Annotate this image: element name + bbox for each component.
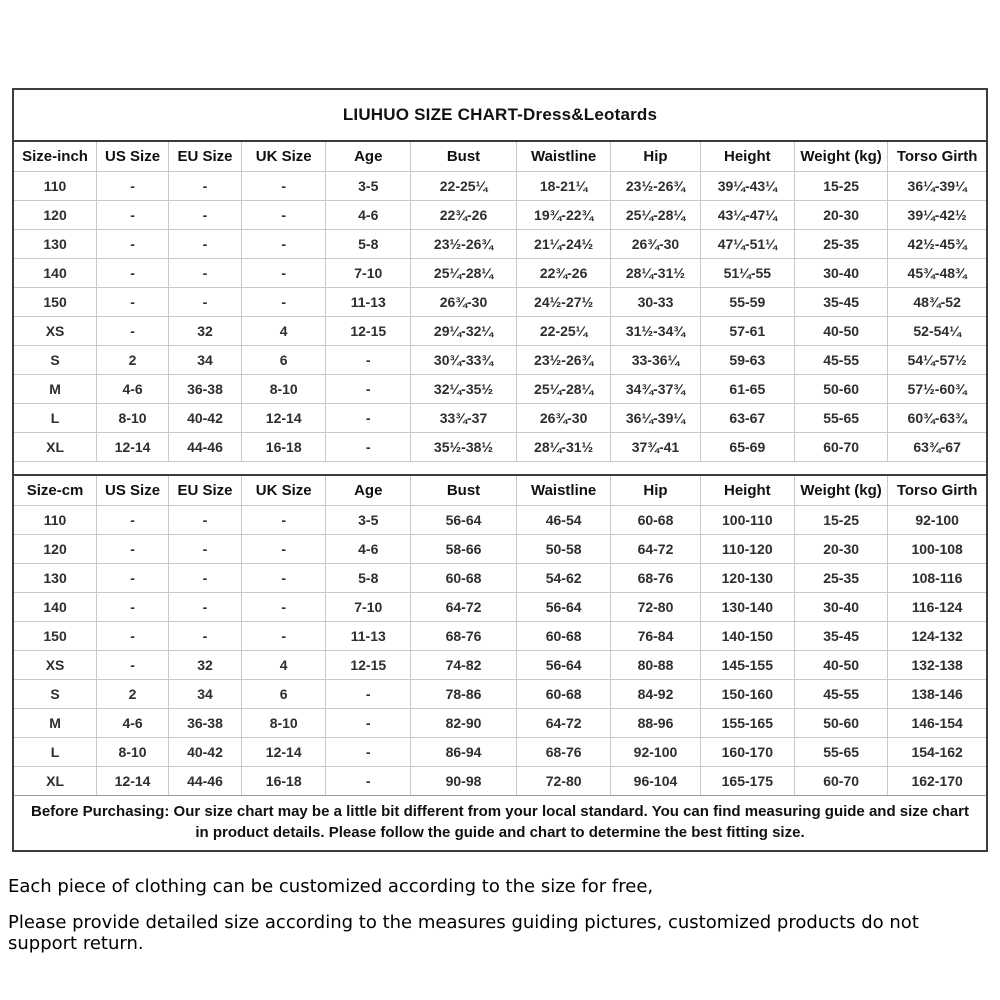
column-header: EU Size xyxy=(169,142,242,172)
size-cell: 46-54 xyxy=(516,506,610,535)
size-cell: 39¼-43¼ xyxy=(700,172,794,201)
column-header: Height xyxy=(700,142,794,172)
column-header: US Size xyxy=(97,142,169,172)
size-cell: 140 xyxy=(14,259,97,288)
size-cell: 44-46 xyxy=(169,433,242,462)
table-row xyxy=(14,622,986,651)
size-cell: 108-116 xyxy=(888,564,986,593)
size-cell: - xyxy=(169,535,242,564)
size-cell: 55-65 xyxy=(794,404,887,433)
size-cell: 65-69 xyxy=(700,433,794,462)
size-cell: 130 xyxy=(14,564,97,593)
column-header: Torso Girth xyxy=(888,142,986,172)
table-row xyxy=(14,201,986,230)
size-cell: 25-35 xyxy=(794,230,887,259)
size-cell: 23½-26¾ xyxy=(516,346,610,375)
size-cell: 84-92 xyxy=(611,680,700,709)
size-cell: - xyxy=(169,593,242,622)
size-cell: 61-65 xyxy=(700,375,794,404)
size-cell: 22¾-26 xyxy=(516,259,610,288)
size-cell: 8-10 xyxy=(241,375,326,404)
size-cell: 21¼-24½ xyxy=(516,230,610,259)
size-cell: 11-13 xyxy=(326,288,411,317)
size-cell: 120-130 xyxy=(700,564,794,593)
size-cell: - xyxy=(97,593,169,622)
size-cell: 3-5 xyxy=(326,172,411,201)
size-cell: 25¼-28¼ xyxy=(516,375,610,404)
size-cell: M xyxy=(14,709,97,738)
size-cell: 4 xyxy=(241,651,326,680)
size-cell: - xyxy=(97,230,169,259)
size-cell: 34 xyxy=(169,680,242,709)
chart-title: LIUHUO SIZE CHART-Dress&Leotards xyxy=(14,90,986,142)
table-row xyxy=(14,709,986,738)
size-cell: 90-98 xyxy=(411,767,517,796)
size-cell: L xyxy=(14,404,97,433)
table-row xyxy=(14,593,986,622)
size-cell: - xyxy=(97,259,169,288)
size-cell: 74-82 xyxy=(411,651,517,680)
size-cell: 110-120 xyxy=(700,535,794,564)
size-cell: 3-5 xyxy=(326,506,411,535)
size-cell: - xyxy=(241,506,326,535)
table-row xyxy=(14,288,986,317)
header-row xyxy=(14,476,986,506)
size-cell: 28¼-31½ xyxy=(611,259,700,288)
size-cell: 140-150 xyxy=(700,622,794,651)
size-cell: 12-15 xyxy=(326,317,411,346)
size-cell: 43¼-47¼ xyxy=(700,201,794,230)
size-cell: 58-66 xyxy=(411,535,517,564)
size-cell: 57-61 xyxy=(700,317,794,346)
size-cell: - xyxy=(326,433,411,462)
size-cell: 55-59 xyxy=(700,288,794,317)
size-chart-box xyxy=(12,88,988,852)
size-cell: XL xyxy=(14,767,97,796)
size-cell: 60-68 xyxy=(611,506,700,535)
size-cell: 36-38 xyxy=(169,709,242,738)
table-row xyxy=(14,738,986,767)
size-cell: 2 xyxy=(97,346,169,375)
size-cell: 30-33 xyxy=(611,288,700,317)
size-cell: 4-6 xyxy=(326,535,411,564)
column-header: Bust xyxy=(411,142,517,172)
size-cell: 7-10 xyxy=(326,593,411,622)
table-row xyxy=(14,651,986,680)
size-cell: 23½-26¾ xyxy=(411,230,517,259)
column-header: EU Size xyxy=(169,476,242,506)
size-cell: 60-68 xyxy=(411,564,517,593)
size-cell: 26¾-30 xyxy=(411,288,517,317)
size-cell: 45-55 xyxy=(794,346,887,375)
size-cell: - xyxy=(169,506,242,535)
size-cell: 45-55 xyxy=(794,680,887,709)
size-table-inch xyxy=(14,142,986,461)
size-cell: - xyxy=(241,201,326,230)
size-cell: 124-132 xyxy=(888,622,986,651)
size-cell: 40-50 xyxy=(794,317,887,346)
size-cell: 44-46 xyxy=(169,767,242,796)
size-cell: 155-165 xyxy=(700,709,794,738)
size-cell: 60¾-63¾ xyxy=(888,404,986,433)
size-cell: 29¼-32¼ xyxy=(411,317,517,346)
size-cell: 32¼-35½ xyxy=(411,375,517,404)
size-cell: 162-170 xyxy=(888,767,986,796)
size-cell: 35½-38½ xyxy=(411,433,517,462)
size-cell: 12-14 xyxy=(241,738,326,767)
size-cell: 8-10 xyxy=(241,709,326,738)
size-cell: - xyxy=(241,622,326,651)
size-cell: 12-15 xyxy=(326,651,411,680)
table-row xyxy=(14,230,986,259)
size-cell: 8-10 xyxy=(97,738,169,767)
size-cell: 2 xyxy=(97,680,169,709)
size-cell: - xyxy=(169,259,242,288)
size-cell: 45¾-48¾ xyxy=(888,259,986,288)
size-cell: 31½-34¾ xyxy=(611,317,700,346)
table-row xyxy=(14,375,986,404)
size-cell: 25-35 xyxy=(794,564,887,593)
size-cell: - xyxy=(169,201,242,230)
size-cell: - xyxy=(97,506,169,535)
size-cell: 116-124 xyxy=(888,593,986,622)
table-row xyxy=(14,317,986,346)
size-cell: 132-138 xyxy=(888,651,986,680)
size-cell: 145-155 xyxy=(700,651,794,680)
size-cell: 60-70 xyxy=(794,767,887,796)
size-cell: 146-154 xyxy=(888,709,986,738)
size-cell: 36-38 xyxy=(169,375,242,404)
column-header: Hip xyxy=(611,142,700,172)
size-cell: - xyxy=(241,259,326,288)
size-cell: 51¼-55 xyxy=(700,259,794,288)
size-cell: 18-21¼ xyxy=(516,172,610,201)
size-cell: S xyxy=(14,346,97,375)
size-cell: 33-36¼ xyxy=(611,346,700,375)
size-cell: 6 xyxy=(241,346,326,375)
size-cell: - xyxy=(326,709,411,738)
size-cell: 25¼-28¼ xyxy=(411,259,517,288)
size-table-cm xyxy=(14,476,986,795)
size-cell: 19¾-22¾ xyxy=(516,201,610,230)
column-header: Age xyxy=(326,142,411,172)
size-cell: 16-18 xyxy=(241,433,326,462)
size-cell: 16-18 xyxy=(241,767,326,796)
size-cell: 76-84 xyxy=(611,622,700,651)
table-row xyxy=(14,506,986,535)
table-row xyxy=(14,433,986,462)
size-cell: 63-67 xyxy=(700,404,794,433)
size-cell: 64-72 xyxy=(611,535,700,564)
size-cell: 150-160 xyxy=(700,680,794,709)
size-cell: 25¼-28¼ xyxy=(611,201,700,230)
size-cell: 6 xyxy=(241,680,326,709)
size-cell: 120 xyxy=(14,201,97,230)
size-cell: 160-170 xyxy=(700,738,794,767)
size-cell: 36¼-39¼ xyxy=(611,404,700,433)
size-cell: 30¾-33¾ xyxy=(411,346,517,375)
size-cell: 88-96 xyxy=(611,709,700,738)
size-cell: 23½-26¾ xyxy=(611,172,700,201)
size-cell: 28¼-31½ xyxy=(516,433,610,462)
customization-notes xyxy=(8,876,992,954)
size-cell: 12-14 xyxy=(97,767,169,796)
size-cell: 110 xyxy=(14,172,97,201)
size-cell: - xyxy=(326,680,411,709)
size-cell: XS xyxy=(14,317,97,346)
size-cell: 35-45 xyxy=(794,288,887,317)
size-cell: 40-50 xyxy=(794,651,887,680)
size-cell: 54¼-57½ xyxy=(888,346,986,375)
size-cell: 100-110 xyxy=(700,506,794,535)
size-cell: 22-25¼ xyxy=(411,172,517,201)
size-cell: 40-42 xyxy=(169,404,242,433)
size-cell: 92-100 xyxy=(888,506,986,535)
size-cell: - xyxy=(97,317,169,346)
size-cell: 26¾-30 xyxy=(516,404,610,433)
column-header: Torso Girth xyxy=(888,476,986,506)
size-cell: 8-10 xyxy=(97,404,169,433)
size-cell: - xyxy=(169,564,242,593)
size-cell: 7-10 xyxy=(326,259,411,288)
purchase-note: Before Purchasing: Our size chart may be a little bit different from your local standard. You can find measuring guide and size chart in product details. Please follow the guide and chart to determine the best fitting size. xyxy=(14,795,986,850)
size-cell: - xyxy=(241,172,326,201)
size-cell: XL xyxy=(14,433,97,462)
size-cell: 36¼-39¼ xyxy=(888,172,986,201)
size-cell: - xyxy=(326,346,411,375)
column-header: Height xyxy=(700,476,794,506)
column-header: Weight (kg) xyxy=(794,476,887,506)
table-gap-divider xyxy=(14,461,986,476)
column-header: UK Size xyxy=(241,142,326,172)
size-cell: 72-80 xyxy=(611,593,700,622)
size-cell: 32 xyxy=(169,651,242,680)
size-cell: 68-76 xyxy=(516,738,610,767)
size-cell: - xyxy=(97,651,169,680)
table-row xyxy=(14,404,986,433)
size-cell: 55-65 xyxy=(794,738,887,767)
size-cell: 63¾-67 xyxy=(888,433,986,462)
size-cell: 60-70 xyxy=(794,433,887,462)
size-cell: - xyxy=(97,535,169,564)
size-cell: - xyxy=(241,593,326,622)
size-cell: 110 xyxy=(14,506,97,535)
size-cell: 20-30 xyxy=(794,201,887,230)
size-cell: - xyxy=(241,564,326,593)
size-cell: XS xyxy=(14,651,97,680)
size-cell: 54-62 xyxy=(516,564,610,593)
column-header: UK Size xyxy=(241,476,326,506)
size-cell: - xyxy=(97,288,169,317)
size-cell: 40-42 xyxy=(169,738,242,767)
size-cell: 100-108 xyxy=(888,535,986,564)
size-cell: 68-76 xyxy=(411,622,517,651)
size-cell: 26¾-30 xyxy=(611,230,700,259)
column-header: US Size xyxy=(97,476,169,506)
column-header: Hip xyxy=(611,476,700,506)
size-cell: 86-94 xyxy=(411,738,517,767)
size-cell: 96-104 xyxy=(611,767,700,796)
column-header: Waistline xyxy=(516,142,610,172)
column-header: Age xyxy=(326,476,411,506)
size-cell: 34¾-37¾ xyxy=(611,375,700,404)
column-header: Bust xyxy=(411,476,517,506)
size-cell: - xyxy=(169,622,242,651)
size-cell: 30-40 xyxy=(794,593,887,622)
size-cell: 50-60 xyxy=(794,709,887,738)
size-cell: 42½-45¾ xyxy=(888,230,986,259)
size-cell: 72-80 xyxy=(516,767,610,796)
size-cell: 64-72 xyxy=(411,593,517,622)
size-cell: - xyxy=(169,288,242,317)
size-cell: 82-90 xyxy=(411,709,517,738)
size-cell: M xyxy=(14,375,97,404)
size-cell: 92-100 xyxy=(611,738,700,767)
size-cell: 130-140 xyxy=(700,593,794,622)
size-cell: - xyxy=(241,230,326,259)
size-cell: 78-86 xyxy=(411,680,517,709)
size-cell: 130 xyxy=(14,230,97,259)
size-cell: 4-6 xyxy=(97,709,169,738)
table-row xyxy=(14,767,986,796)
column-header: Weight (kg) xyxy=(794,142,887,172)
size-cell: 140 xyxy=(14,593,97,622)
size-cell: 11-13 xyxy=(326,622,411,651)
table-row xyxy=(14,346,986,375)
size-cell: - xyxy=(97,564,169,593)
size-cell: 5-8 xyxy=(326,564,411,593)
size-cell: 12-14 xyxy=(241,404,326,433)
size-cell: 59-63 xyxy=(700,346,794,375)
size-cell: 4-6 xyxy=(97,375,169,404)
size-cell: 22¾-26 xyxy=(411,201,517,230)
size-cell: - xyxy=(169,230,242,259)
size-cell: 34 xyxy=(169,346,242,375)
table-row xyxy=(14,564,986,593)
size-cell: 138-146 xyxy=(888,680,986,709)
size-cell: 165-175 xyxy=(700,767,794,796)
size-cell: - xyxy=(326,738,411,767)
size-cell: 39¼-42½ xyxy=(888,201,986,230)
customization-note-line-2: Please provide detailed size according to the measures guiding pictures, customized products do not support return. xyxy=(8,912,919,954)
size-cell: 32 xyxy=(169,317,242,346)
table-row xyxy=(14,172,986,201)
size-cell: 22-25¼ xyxy=(516,317,610,346)
size-cell: 48¾-52 xyxy=(888,288,986,317)
size-cell: 56-64 xyxy=(411,506,517,535)
size-cell: - xyxy=(97,201,169,230)
size-cell: 24½-27½ xyxy=(516,288,610,317)
table-row xyxy=(14,535,986,564)
size-cell: 15-25 xyxy=(794,506,887,535)
size-cell: L xyxy=(14,738,97,767)
size-cell: - xyxy=(97,622,169,651)
size-cell: 52-54¼ xyxy=(888,317,986,346)
size-cell: 15-25 xyxy=(794,172,887,201)
column-header: Size-cm xyxy=(14,476,97,506)
size-cell: 30-40 xyxy=(794,259,887,288)
size-cell: - xyxy=(326,375,411,404)
size-cell: 35-45 xyxy=(794,622,887,651)
size-cell: 68-76 xyxy=(611,564,700,593)
size-cell: 12-14 xyxy=(97,433,169,462)
size-cell: 57½-60¾ xyxy=(888,375,986,404)
size-cell: S xyxy=(14,680,97,709)
size-cell: 4 xyxy=(241,317,326,346)
size-cell: 154-162 xyxy=(888,738,986,767)
column-header: Waistline xyxy=(516,476,610,506)
size-cell: 37¾-41 xyxy=(611,433,700,462)
size-cell: - xyxy=(241,535,326,564)
size-cell: 4-6 xyxy=(326,201,411,230)
size-cell: 150 xyxy=(14,622,97,651)
column-header: Size-inch xyxy=(14,142,97,172)
table-row xyxy=(14,680,986,709)
size-cell: 60-68 xyxy=(516,622,610,651)
size-cell: 50-60 xyxy=(794,375,887,404)
size-cell: 120 xyxy=(14,535,97,564)
size-cell: 150 xyxy=(14,288,97,317)
size-cell: - xyxy=(326,404,411,433)
header-row xyxy=(14,142,986,172)
size-cell: - xyxy=(97,172,169,201)
size-cell: - xyxy=(241,288,326,317)
size-cell: 20-30 xyxy=(794,535,887,564)
size-cell: 56-64 xyxy=(516,593,610,622)
size-cell: 50-58 xyxy=(516,535,610,564)
size-cell: 80-88 xyxy=(611,651,700,680)
size-cell: 56-64 xyxy=(516,651,610,680)
size-cell: - xyxy=(326,767,411,796)
size-cell: 47¼-51¼ xyxy=(700,230,794,259)
customization-note-line-1: Each piece of clothing can be customized according to the size for free, xyxy=(8,876,654,897)
size-cell: 60-68 xyxy=(516,680,610,709)
table-row xyxy=(14,259,986,288)
size-cell: 64-72 xyxy=(516,709,610,738)
size-cell: - xyxy=(169,172,242,201)
size-cell: 5-8 xyxy=(326,230,411,259)
size-cell: 33¾-37 xyxy=(411,404,517,433)
